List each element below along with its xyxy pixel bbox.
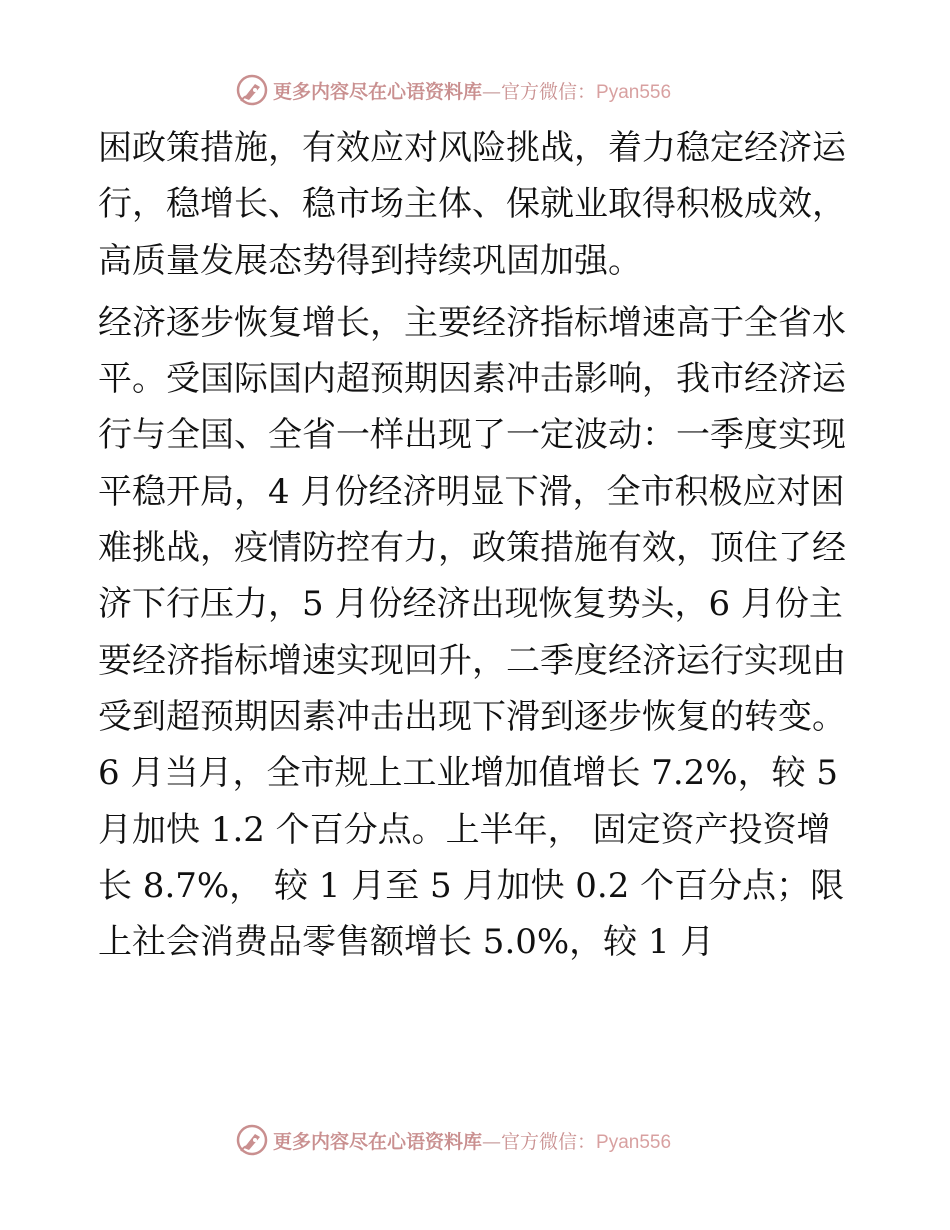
watermark-account: Pyan556 bbox=[596, 81, 672, 103]
footer-watermark bbox=[235, 1122, 715, 1158]
watermark-brand: 更多内容尽在心语资料库 bbox=[273, 1130, 483, 1153]
document-body bbox=[98, 120, 858, 970]
pen-nib-circle-icon bbox=[235, 73, 269, 107]
paragraph: 经济逐步恢复增长，主要经济指标增速高于全省水平。受国际国内超预期因素冲击影响，我市经济运行与全国、全省一样出现了一定波动：一季度实现平稳开局，4 月份经济明显下滑，全市积极应对困难挑战，疫情防控有力，政策措施有效，顶住了经济下行压力，5 月份经济出现恢复势头，6 月份主要经济指标增速实现回升，二季度经济运行实现由受到超预期因素冲击出现下滑到逐步恢复的转变。6 月当月，全市规上工业增加值增长 7.2%，较 5 月加快 1.2 个百分点。上半年， 固定资产投资增长 8.7%， 较 1 月至 5 月加快 0.2 个百分点；限上社会消费品零售额增长 5.0%，较 1 月 bbox=[98, 302, 846, 963]
watermark-separator: — bbox=[482, 1130, 502, 1153]
pen-nib-circle-icon bbox=[235, 1123, 269, 1157]
watermark-label: 官方微信： bbox=[501, 1130, 597, 1153]
watermark-label: 官方微信： bbox=[501, 80, 597, 103]
watermark-brand: 更多内容尽在心语资料库 bbox=[273, 80, 483, 103]
paragraph: 困政策措施，有效应对风险挑战，着力稳定经济运行，稳增长、稳市场主体、保就业取得积极成效，高质量发展态势得到持续巩固加强。 bbox=[98, 128, 846, 281]
header-watermark bbox=[235, 72, 715, 108]
watermark-separator: — bbox=[482, 80, 502, 103]
watermark-account: Pyan556 bbox=[596, 1131, 672, 1153]
